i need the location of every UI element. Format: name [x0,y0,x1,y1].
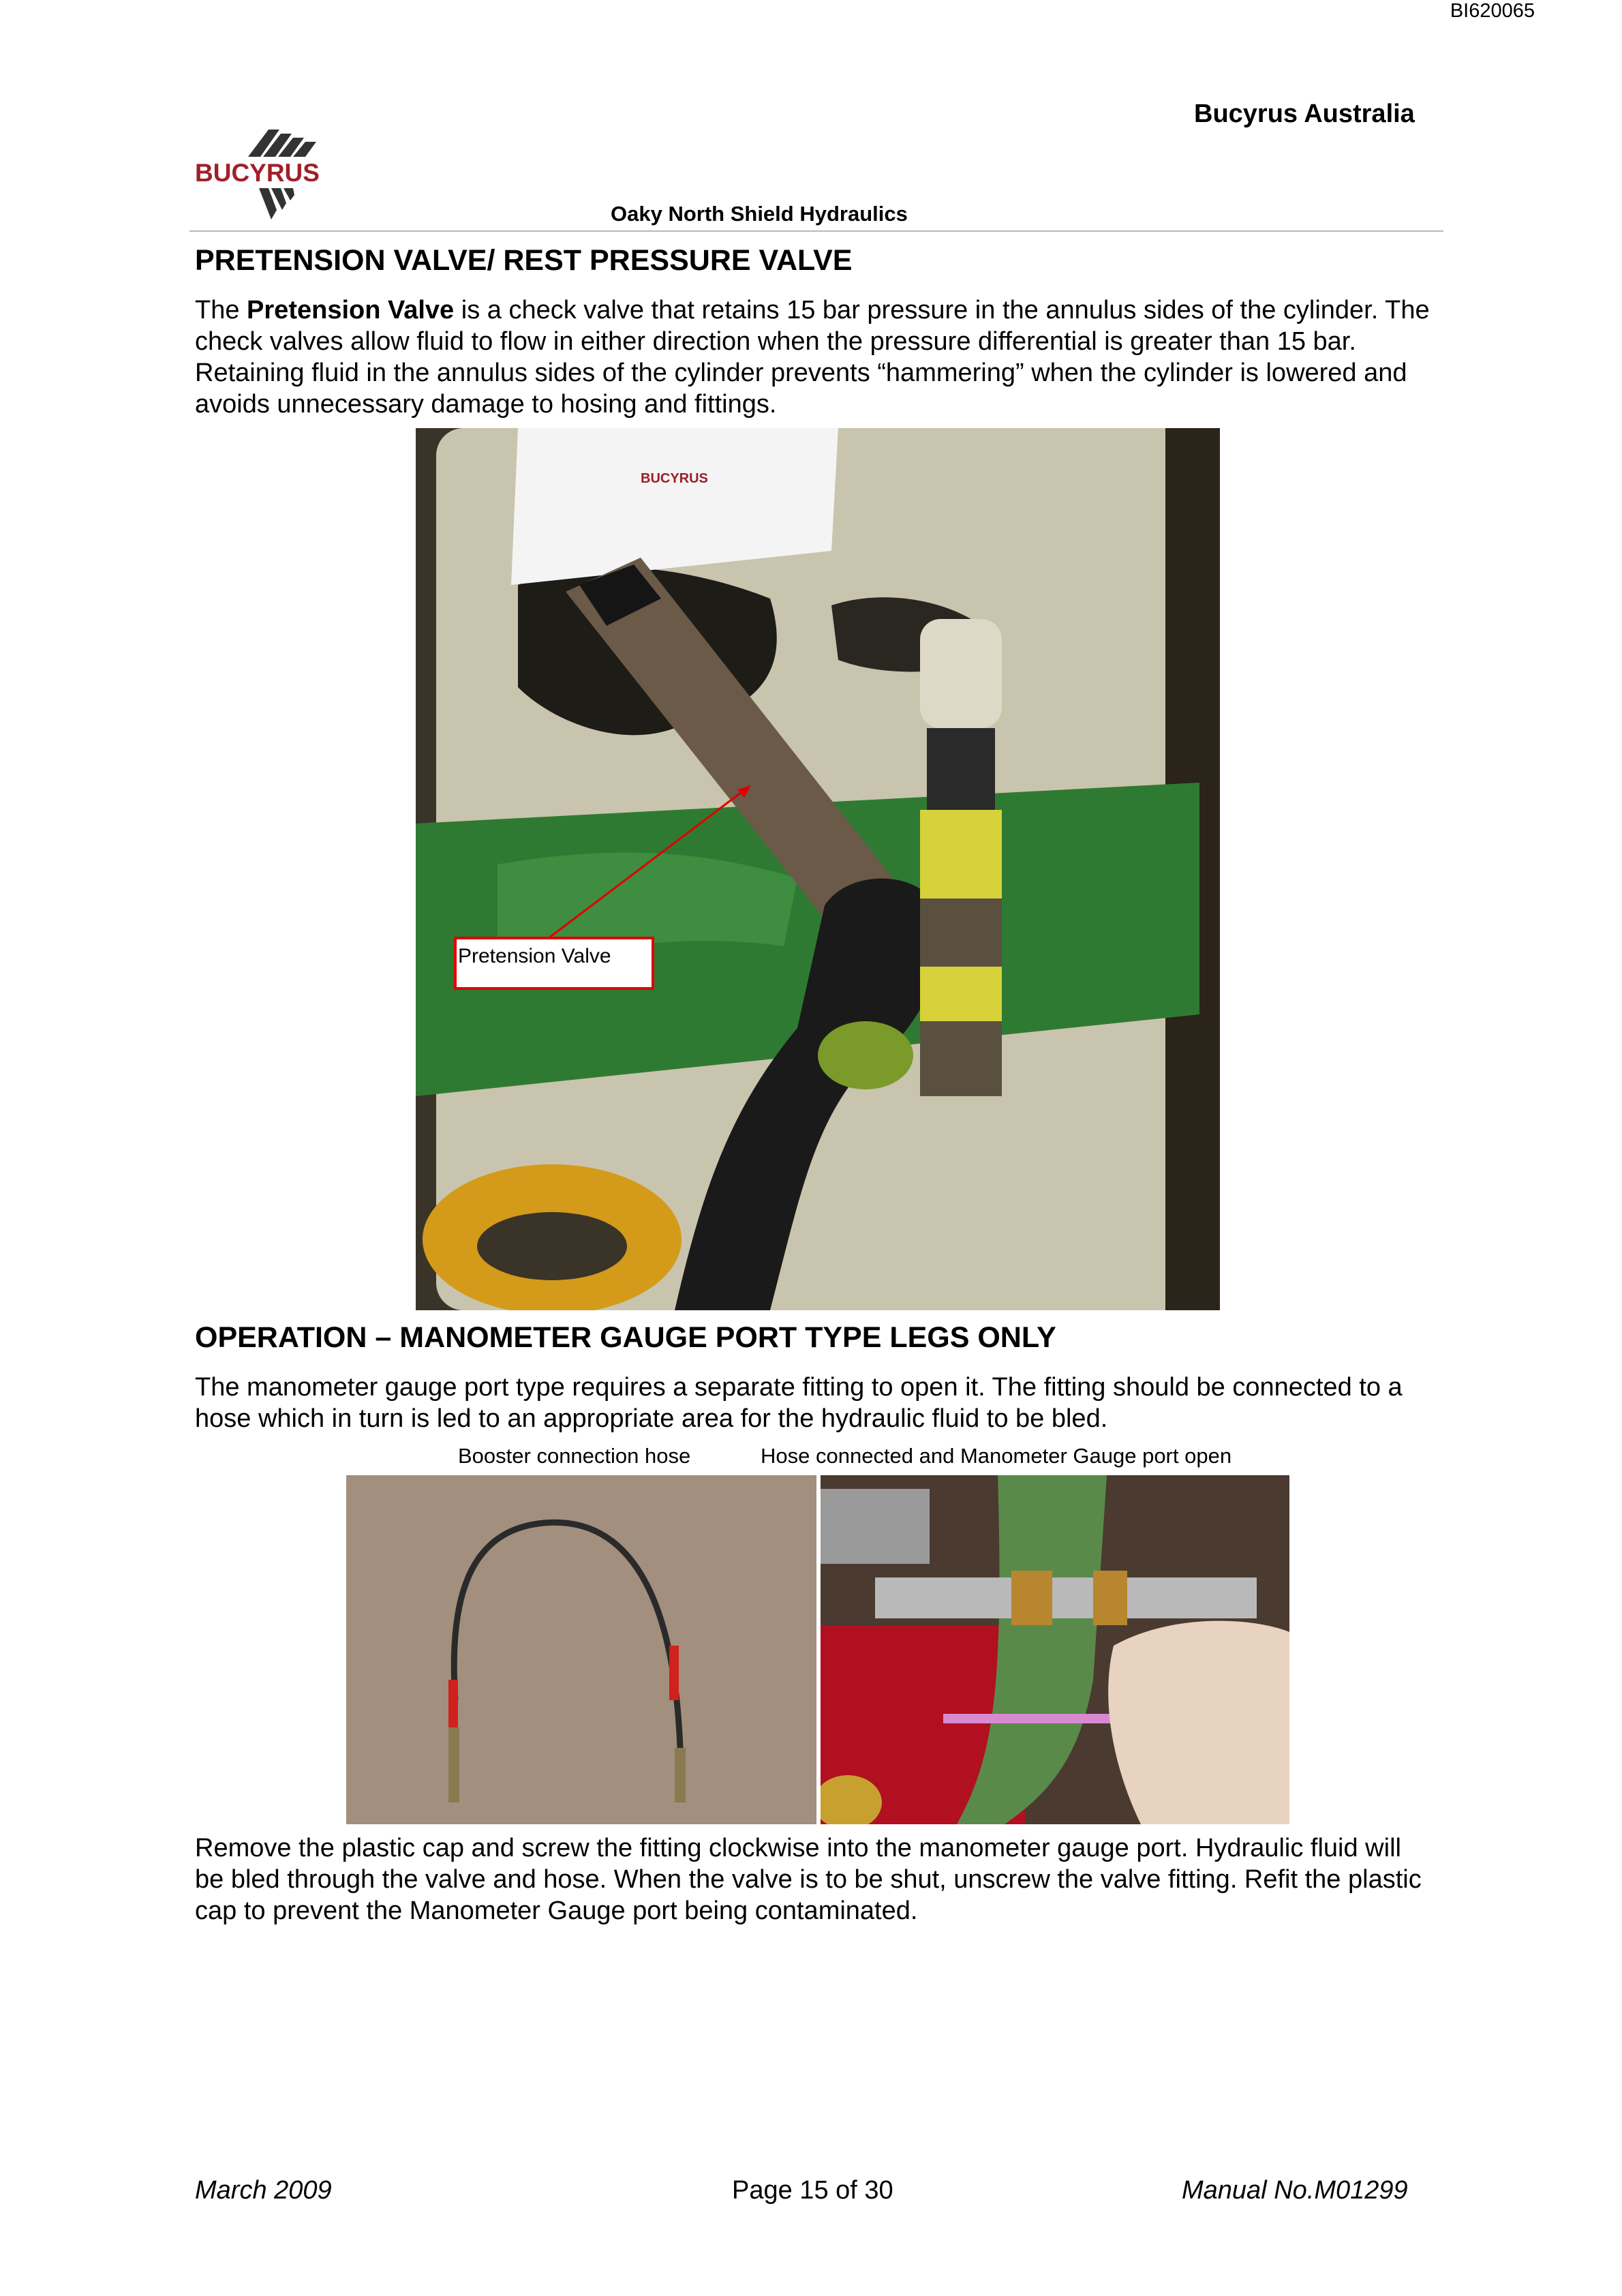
para-text: is a check valve that retains 15 bar pressure in the annulus sides of the cylinder. The check valves allow fluid to flow in either direction when the pressure differential is greater than 15 bar. Retaining fluid in the annulus sides of the cylinder prevents “hammering” when the cylinder is lowered and avoids unnecessary damage to hosing and fittings. [195,296,1430,419]
bucyrus-logo [192,130,342,225]
logo-text: BUCYRUS [195,159,320,187]
document-subtitle: Oaky North Shield Hydraulics [611,202,908,226]
caption-hose-connected: Hose connected and Manometer Gauge port open [761,1444,1232,1468]
pretension-valve-photo [416,428,1220,1310]
pretension-paragraph [195,294,1435,420]
para-text: The [195,296,247,324]
operation-paragraph: The manometer gauge port type requires a separate fitting to open it. The fitting should be connected to a hose which in turn is led to an appropriate area for the hydraulic fluid to be bled. [195,1373,1403,1433]
header-rule [189,230,1443,232]
manometer-port-photo [821,1475,1289,1824]
para-bold-term: Pretension Valve [247,296,455,324]
pretension-valve-label: Pretension Valve [458,945,611,967]
procedure-paragraph: Remove the plastic cap and screw the fitting clockwise into the manometer gauge port. Hydraulic fluid will be bled through the valve and hose. When the valve is to be shut, unscrew the valve fitting. Refit the plastic cap to prevent the Manometer Gauge port being contaminated. [195,1834,1422,1925]
section-heading-operation: OPERATION – MANOMETER GAUGE PORT TYPE LEGS ONLY [195,1321,1056,1354]
caption-booster-hose: Booster connection hose [458,1444,691,1468]
section-heading-pretension: PRETENSION VALVE/ REST PRESSURE VALVE [195,244,853,277]
footer-date: March 2009 [195,2176,332,2205]
booster-hose-photo [346,1475,816,1824]
sticker-logo-text: BUCYRUS [641,471,708,486]
document-id: BI620065 [1450,0,1535,22]
footer-page-number: Page 15 of 30 [732,2176,893,2205]
footer-manual-number: Manual No.M01299 [1182,2176,1408,2205]
company-name: Bucyrus Australia [1194,100,1415,128]
